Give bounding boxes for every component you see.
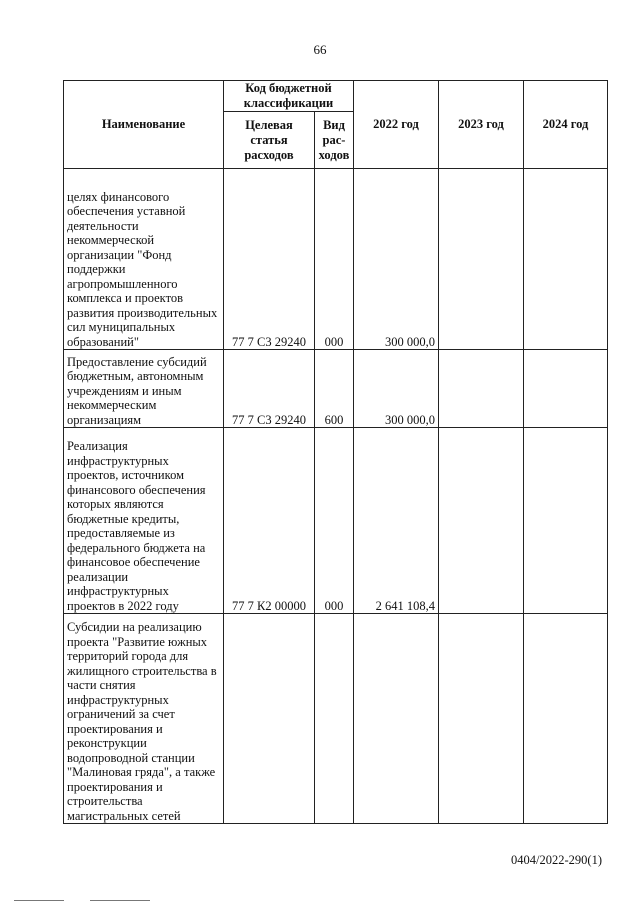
table-row — [64, 614, 608, 824]
table-row — [64, 350, 608, 428]
row-amount-2023 — [439, 169, 524, 350]
row-expense-type — [315, 614, 354, 824]
row-amount-2024 — [524, 614, 608, 824]
row-name: целях финансового обеспечения уставной деятельности некоммерческой организации "Фонд поддержки агропромышленного комплекса и проектов развития производительных сил муниципальных образований" — [64, 169, 224, 350]
table-row — [64, 169, 608, 350]
row-target-article: 77 7 С3 29240 — [224, 169, 315, 350]
row-name: Реализация инфраструктурных проектов, источником финансового обеспечения которых являются бюджетные кредиты, предоставляемые из федерального бюджета на финансовое обеспечение реализации инфраструктурных проектов в 2022 году — [64, 428, 224, 614]
header-2024: 2024 год — [524, 81, 608, 169]
row-expense-type: 000 — [315, 428, 354, 614]
header-name: Наименование — [64, 81, 224, 169]
header-2022: 2022 год — [354, 81, 439, 169]
row-amount-2022: 300 000,0 — [354, 169, 439, 350]
row-amount-2023 — [439, 350, 524, 428]
page-number: 66 — [313, 42, 327, 57]
row-name: Субсидии на реализацию проекта "Развитие южных территорий города для жилищного строительства в части снятия инфраструктурных ограничений за счет проектирования и реконструкции водопроводной станции "Малиновая гряда", а также проектирования и строительства магистральных сетей — [64, 614, 224, 824]
header-expense-type: Вид рас-ходов — [315, 112, 354, 169]
document-code: 0404/2022-290(1) — [511, 853, 602, 867]
row-expense-type: 000 — [315, 169, 354, 350]
row-amount-2024 — [524, 350, 608, 428]
row-amount-2022: 300 000,0 — [354, 350, 439, 428]
row-amount-2022: 2 641 108,4 — [354, 428, 439, 614]
row-amount-2024 — [524, 428, 608, 614]
scan-edge-line — [14, 900, 64, 901]
row-amount-2023 — [439, 614, 524, 824]
scan-edge-line — [90, 900, 150, 901]
row-target-article: 77 7 К2 00000 — [224, 428, 315, 614]
header-2023: 2023 год — [439, 81, 524, 169]
row-target-article — [224, 614, 315, 824]
row-expense-type: 600 — [315, 350, 354, 428]
header-code-group: Код бюджетной классификации — [224, 81, 354, 112]
row-amount-2024 — [524, 169, 608, 350]
header-target-article: Целевая статья расходов — [224, 112, 315, 169]
row-amount-2023 — [439, 428, 524, 614]
row-amount-2022 — [354, 614, 439, 824]
table-row — [64, 428, 608, 614]
budget-table — [63, 80, 608, 824]
row-name: Предоставление субсидий бюджетным, автономным учреждениям и иным некоммерческим организациям — [64, 350, 224, 428]
row-target-article: 77 7 С3 29240 — [224, 350, 315, 428]
